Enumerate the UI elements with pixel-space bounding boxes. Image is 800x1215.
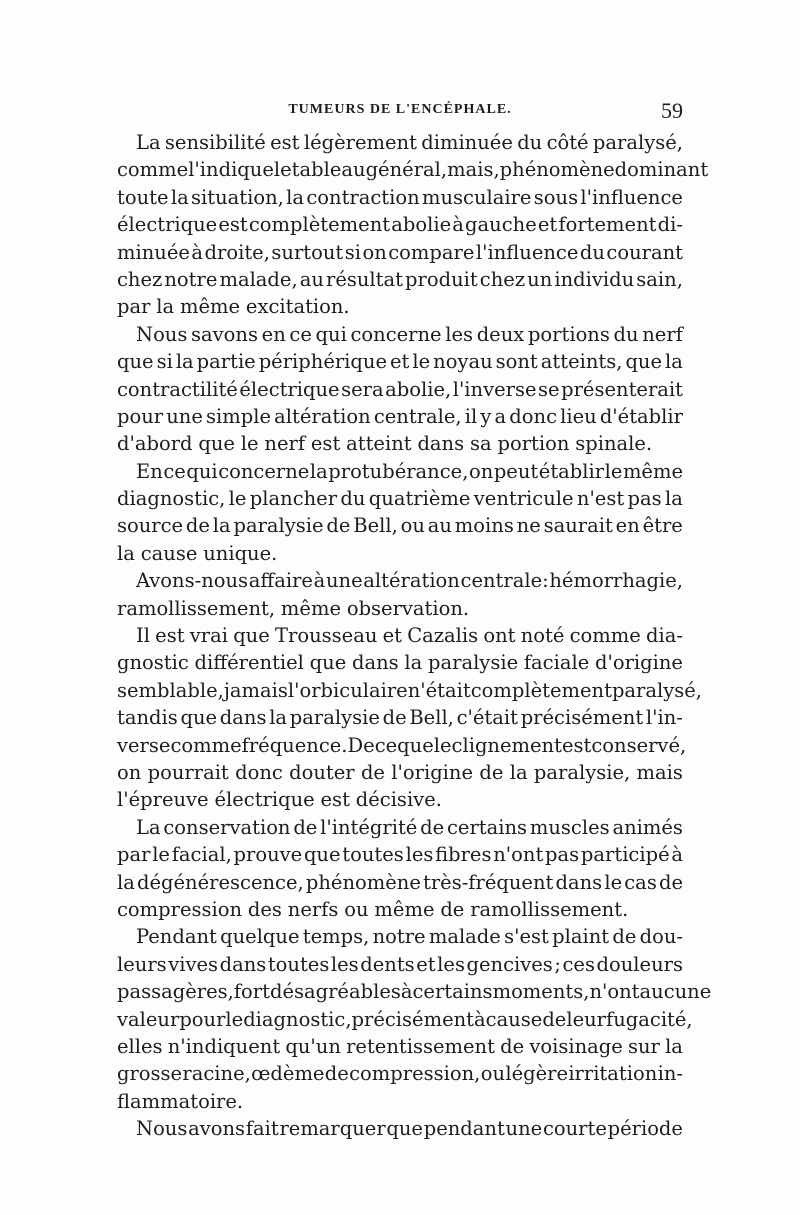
text-line: on pourrait donc douter de l'origine de la paralysie, mais [117, 760, 683, 784]
text-line: gnostic différentiel que dans la paralysie faciale d'origine [117, 651, 683, 675]
text-line: passagères, fort désagréables à certains moments, n'ont aucune [117, 980, 712, 1004]
text-line: compression des nerfs ou même de ramollissement. [117, 897, 629, 921]
text-line: source de la paralysie de Bell, ou au moins ne saurait en être [117, 514, 683, 538]
text-line: semblable, jamais l'orbiculaire n'était complètement paralysé, [117, 678, 702, 702]
running-title: TUMEURS DE L'ENCÉPHALE. [288, 102, 512, 117]
text-line: Nous avons fait remarquer que pendant une courte période [136, 1117, 683, 1141]
text-line: flammatoire. [117, 1089, 244, 1113]
text-line: contractilité électrique sera abolie, l'inverse se présenterait [117, 377, 683, 401]
text-line: diagnostic, le plancher du quatrième ventricule n'est pas la [117, 487, 683, 511]
text-line: leurs vives dans toutes les dents et les gencives ; ces douleurs [117, 952, 683, 976]
text-line: elles n'indiquent qu'un retentissement de voisinage sur la [117, 1034, 683, 1058]
text-line: Avons-nous affaire à une altération centrale: hémorrhagie, [136, 569, 683, 593]
text-line: Pendant quelque temps, notre malade s'est plaint de dou- [136, 925, 683, 949]
text-line: par la même excitation. [117, 295, 350, 319]
text-line: En ce qui concerne la protubérance, on peut établir le même [136, 459, 683, 483]
text-line: Il est vrai que Trousseau et Cazalis ont noté comme dia- [136, 624, 683, 648]
text-line: par le facial, prouve que toutes les fibres n'ont pas participé à [117, 843, 683, 867]
text-line: ramollissement, même observation. [117, 596, 470, 620]
text-line: Nous savons en ce qui concerne les deux portions du nerf [136, 322, 683, 346]
text-line: pour une simple altération centrale, il y a donc lieu d'établir [117, 404, 683, 428]
text-line: valeur pour le diagnostic, précisément à cause de leur fugacité, [117, 1007, 693, 1031]
text-line: toute la situation, la contraction musculaire sous l'influence [117, 185, 683, 209]
running-head [117, 98, 683, 126]
text-line: l'épreuve électrique est décisive. [117, 788, 442, 812]
text-line: d'abord que le nerf est atteint dans sa portion spinale. [117, 432, 653, 456]
text-line: électrique est complètement abolie à gauche et fortement di- [117, 213, 683, 237]
text-line: comme l'indique le tableau général, mais, phénomène dominant [117, 158, 709, 182]
text-line: La sensibilité est légèrement diminuée du côté paralysé, [136, 131, 683, 154]
text-line: La conservation de l'intégrité de certains muscles animés [136, 815, 683, 839]
text-line: chez notre malade, au résultat produit chez un individu sain, [117, 267, 683, 291]
text-line: minuée à droite, surtout si on compare l'influence du courant [117, 240, 683, 264]
text-line: verse comme fréquence. De ce que le clignement est conservé, [117, 733, 687, 757]
text-line: la cause unique. [117, 541, 278, 565]
text-line: tandis que dans la paralysie de Bell, c'était précisément l'in- [117, 706, 683, 730]
page-number: 59 [661, 98, 683, 123]
text-line: que si la partie périphérique et le noyau sont atteints, que la [117, 350, 683, 374]
text-line: la dégénérescence, phénomène très-fréquent dans le cas de [117, 870, 683, 894]
text-line: grosse racine, œdème de compression, ou légère irritation in- [117, 1062, 683, 1086]
body-text [117, 129, 712, 1142]
